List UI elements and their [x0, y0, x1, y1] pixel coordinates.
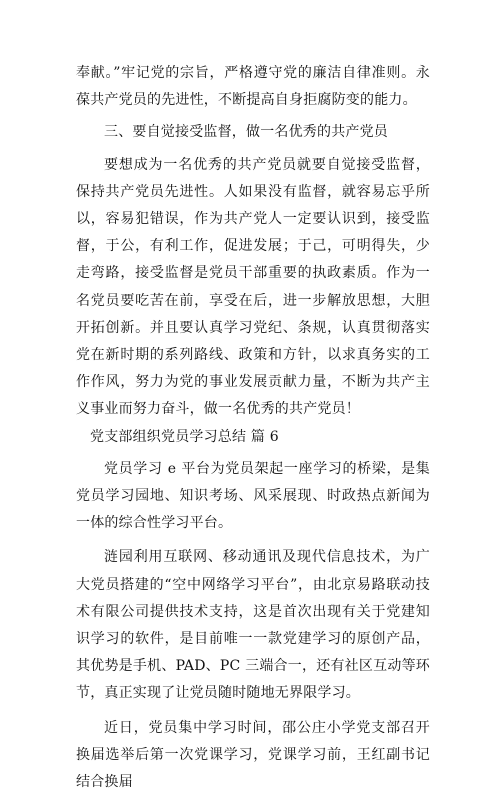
paragraph-continued: 奉献。”牢记党的宗旨，严格遵守党的廉洁自律准则。永葆共产党员的先进性，不断提高自身拒腐防变的能力。 — [76, 65, 430, 109]
article-title: 党支部组织党员学习总结 篇 6 — [90, 428, 279, 445]
paragraph-recent-study: 近日，党员集中学习时间，邵公庄小学党支部召开换届选举后第一次党课学习，党课学习前，王红副书记结合换届 — [76, 719, 430, 791]
paragraph-platform-details: 涟园利用互联网、移动通讯及现代信息技术，为广大党员搭建的“空中网络学习平台”，由北京易路联动技术有限公司提供技术支持，这是首次出现有关于党建知识学习的软件，是目前唯一一款党建学习的原创产品，其优势是手机、PAD、PC 三端合一，还有社区互动等环节，真正实现了让党员随时随地无界限学习。 — [76, 549, 430, 702]
paragraph-platform-intro: 党员学习 e 平台为党员架起一座学习的桥梁，是集党员学习园地、知识考场、风采展现、时政热点新闻为一体的综合性学习平台。 — [76, 460, 430, 532]
section-heading: 三、要自觉接受监督，做一名优秀的共产党员 — [104, 124, 388, 141]
document-body — [76, 60, 430, 796]
paragraph-supervision: 要想成为一名优秀的共产党员就要自觉接受监督，保持共产党员先进性。人如果没有监督，就容易忘乎所以，容易犯错误，作为共产党人一定要认识到，接受监督，于公，有利工作，促进发展；于己，可明得失，少走弯路，接受监督是党员干部重要的执政素质。作为一名党员要吃苦在前，享受在后，进一步解放思想，大胆开拓创新。并且要认真学习党纪、条规，认真贯彻落实党在新时期的系列路线、政策和方针，以求真务实的工作作风，努力为党的事业发展贡献力量，不断为共产主义事业而努力奋斗，做一名优秀的共产党员！ — [76, 156, 430, 418]
